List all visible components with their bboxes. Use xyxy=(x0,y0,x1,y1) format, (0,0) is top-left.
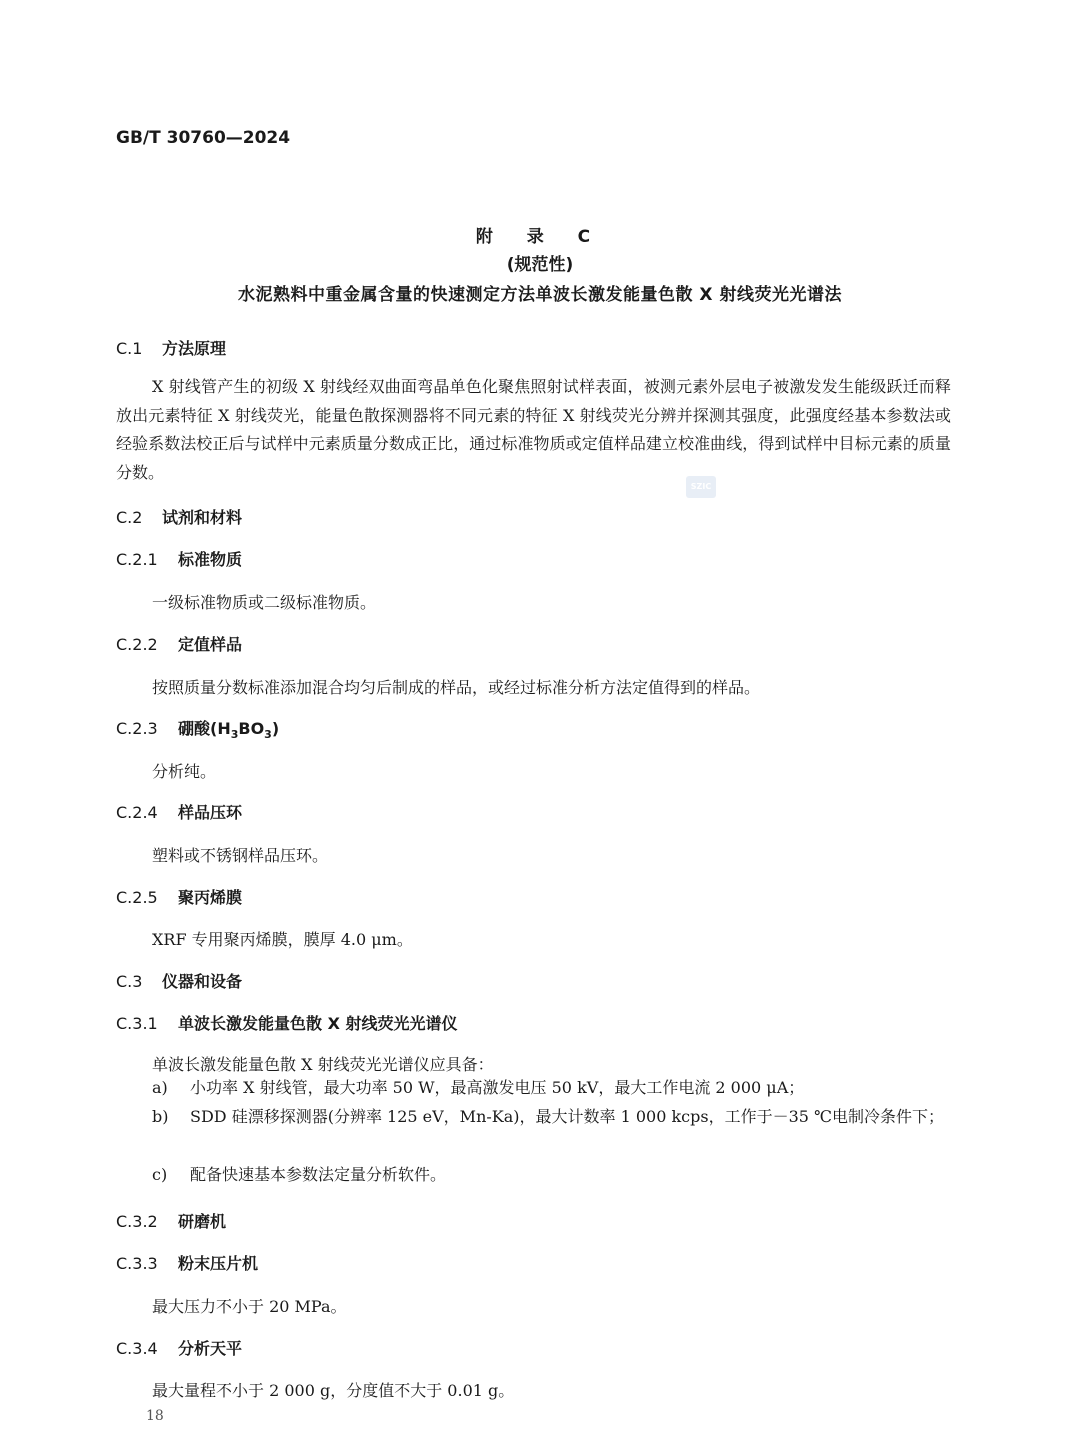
section-title: 粉末压片机 xyxy=(178,1254,259,1273)
section-number: C.3.2 xyxy=(116,1212,158,1231)
section-title: 聚丙烯膜 xyxy=(178,888,243,907)
section-title: 定值样品 xyxy=(178,635,243,654)
list-item xyxy=(152,1161,952,1190)
list-text: 配备快速基本参数法定量分析软件。 xyxy=(190,1165,447,1184)
list-text: SDD 硅漂移探测器(分辨率 125 eV，Mn-Ka)，最大计数率 1 000 kcps，工作于－35 ℃电制冷条件下； xyxy=(190,1107,944,1126)
section-heading-c3 xyxy=(116,969,242,992)
section-number: C.3.4 xyxy=(116,1339,158,1358)
paragraph-c2-4: 塑料或不锈钢样品压环。 xyxy=(152,846,329,865)
section-heading-c3-4 xyxy=(116,1336,242,1359)
section-number: C.2.5 xyxy=(116,888,158,907)
list-text: 小功率 X 射线管，最大功率 50 W，最高激发电压 50 kV，最大工作电流 2 000 μA； xyxy=(190,1078,805,1097)
paragraph-c3-1-intro: 单波长激发能量色散 X 射线荧光光谱仪应具备： xyxy=(152,1055,494,1074)
paragraph-c2-2: 按照质量分数标准添加混合均匀后制成的样品，或经过标准分析方法定值得到的样品。 xyxy=(152,678,761,697)
standard-code: GB/T 30760—2024 xyxy=(116,128,291,148)
section-number: C.2.2 xyxy=(116,635,158,654)
list-marker: a) xyxy=(152,1078,168,1097)
section-number: C.3.3 xyxy=(116,1254,158,1273)
section-title: 分析天平 xyxy=(178,1339,243,1358)
section-heading-c3-2 xyxy=(116,1209,226,1232)
section-heading-c1 xyxy=(116,336,226,359)
section-heading-c2-1 xyxy=(116,547,242,570)
section-title: 硼酸$(H_3BO_3)$ xyxy=(178,719,280,742)
section-number: C.2 xyxy=(116,508,143,527)
section-number: C.2.1 xyxy=(116,550,158,569)
paragraph-c2-3: 分析纯。 xyxy=(152,762,217,781)
section-heading-c3-3 xyxy=(116,1251,258,1274)
section-number: C.2.3 xyxy=(116,719,158,738)
section-heading-c2-5 xyxy=(116,885,242,908)
section-number: C.3 xyxy=(116,972,143,991)
annex-title: 附 录 C xyxy=(475,227,605,247)
section-number: C.3.1 xyxy=(116,1014,158,1033)
annex-name: 水泥熟料中重金属含量的快速测定方法单波长激发能量色散 X 射线荧光光谱法 xyxy=(238,285,842,305)
annex-type: (规范性) xyxy=(506,255,574,275)
page-number: 18 xyxy=(146,1408,164,1424)
section-number: C.2.4 xyxy=(116,803,158,822)
list-marker: c) xyxy=(152,1165,168,1184)
list-item xyxy=(152,1074,952,1103)
paragraph-c2-5: XRF 专用聚丙烯膜，膜厚 4.0 μm。 xyxy=(152,930,413,949)
section-title: 样品压环 xyxy=(178,803,243,822)
section-heading-c2-2 xyxy=(116,632,242,655)
list-marker: b) xyxy=(152,1107,169,1126)
watermark-logo: SZIC xyxy=(686,476,716,498)
section-title: 试剂和材料 xyxy=(162,508,243,527)
section-heading-c2 xyxy=(116,505,242,528)
section-heading-c2-4 xyxy=(116,800,242,823)
section-title: 方法原理 xyxy=(162,339,227,358)
section-heading-c2-3 xyxy=(116,716,279,741)
section-number: C.1 xyxy=(116,339,143,358)
section-title: 单波长激发能量色散 X 射线荧光光谱仪 xyxy=(178,1014,458,1033)
paragraph-c3-3: 最大压力不小于 20 MPa。 xyxy=(152,1297,347,1316)
section-heading-c3-1 xyxy=(116,1011,457,1034)
list-item xyxy=(152,1103,952,1132)
paragraph-c1: X 射线管产生的初级 X 射线经双曲面弯晶单色化聚焦照射试样表面，被测元素外层电子被激发发生能级跃迁而释放出元素特征 X 射线荧光，能量色散探测器将不同元素的特征 X 射线荧光分辨并探测其强度，此强度经基本参数法或经验系数法校正后与试样中元素质量分数成正比，通过标准物质或定值样品建立校准曲线，得到试样中目标元素的质量分数。 xyxy=(116,377,951,482)
section-title: 研磨机 xyxy=(178,1212,227,1231)
paragraph-c3-4: 最大量程不小于 2 000 g，分度值不大于 0.01 g。 xyxy=(152,1381,515,1400)
paragraph-c2-1: 一级标准物质或二级标准物质。 xyxy=(152,593,377,612)
section-title: 标准物质 xyxy=(178,550,243,569)
section-title: 仪器和设备 xyxy=(162,972,243,991)
